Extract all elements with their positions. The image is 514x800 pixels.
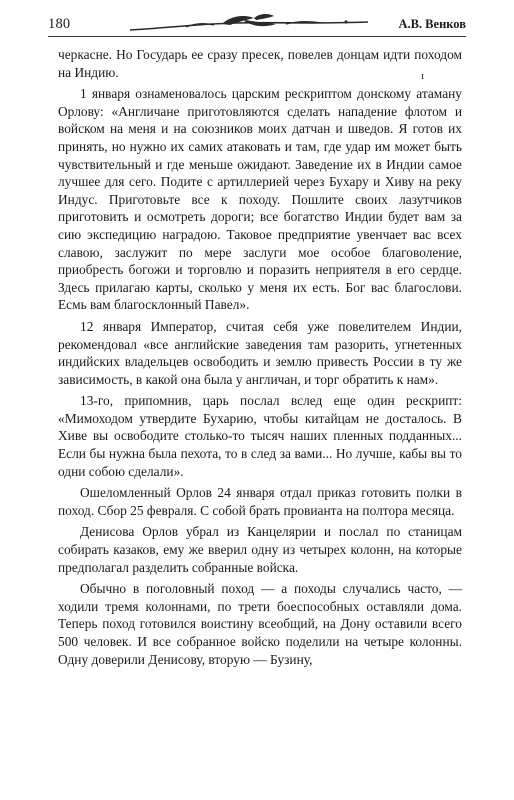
author-name: А.В. Венков: [398, 17, 466, 31]
paragraph: Денисова Орлов убрал из Канцелярии и послал по станицам собирать казаков, ему же вверил одну из четырех колонн, на которые предполагал разделить собранные войска.: [58, 524, 462, 575]
paragraph: 1 января ознаменовалось царским рескриптом донскому атаману Орлову: «Англичане приготовляются сделать нападение флотом и войском на меня и на союзников моих датчан и шведов. Я готов их принять, но нужно их самих атаковать и там, где удар им может быть чувствительный и где меньше ожидают. Заведение их в Индии самое лучшее для сего. Подите с артиллерией через Бухару и Хиву на реку Индус. Приготовьте все к походу. Пошлите своих лазутчиков приготовить и осмотреть дороги; все богатство Индии будет вам за сию экспедицию наградою. Таковое предприятие увенчает вас всех славою, заслужит по мере заслуги мое особое благоволение, приобресть богожи и торговлю и поразить неприятеля в его сердце. Здесь прилагаю карты, сколько у меня их есть. Бог вас благослови. Есмь вам благосклонный Павел».: [58, 86, 462, 313]
running-header: [48, 10, 466, 38]
paragraph: 13-го, припомнив, царь послал вслед еще один рескрипт: «Мимоходом утвердите Бухарию, чтобы китайцам не досталось. В Хиве вы освободите столько-то тысяч наших пленных подданных... Если бы нужна была пехота, то в след за вами... Но лучше, кабы вы то одни собою сделали».: [58, 393, 462, 479]
decorative-ornament-icon: [126, 12, 372, 36]
body-text: [58, 46, 462, 672]
stray-print-mark: ɪ: [421, 70, 425, 82]
paragraph: 12 января Император, считая себя уже повелителем Индии, рекомендовал «все английские заведения там разорить, угнетенных индийских владельцев освободить и землю привесть России в ту же зависимость, в какой она была у англичан, и торг обратить к нам».: [58, 318, 462, 387]
header-rule: [48, 36, 466, 37]
paragraph: Ошеломленный Орлов 24 января отдал приказ готовить полки в поход. Сбор 25 февраля. С собой брать провианта на полтора месяца.: [58, 485, 462, 518]
page-number: 180: [48, 16, 71, 32]
paragraph: черкасне. Но Государь ее сразу пресек, повелев донцам идти походом на Индию.: [58, 47, 462, 80]
paragraph: Обычно в поголовный поход — а походы случались часто, — ходили тремя колоннами, по трети боеспособных оставляли дома. Теперь поход готовился воистину всеобщий, на Дону оставили всего 500 человек. И все собранное войско поделили на четыре колонны. Одну доверили Денисову, вторую — Бузину,: [58, 581, 462, 667]
